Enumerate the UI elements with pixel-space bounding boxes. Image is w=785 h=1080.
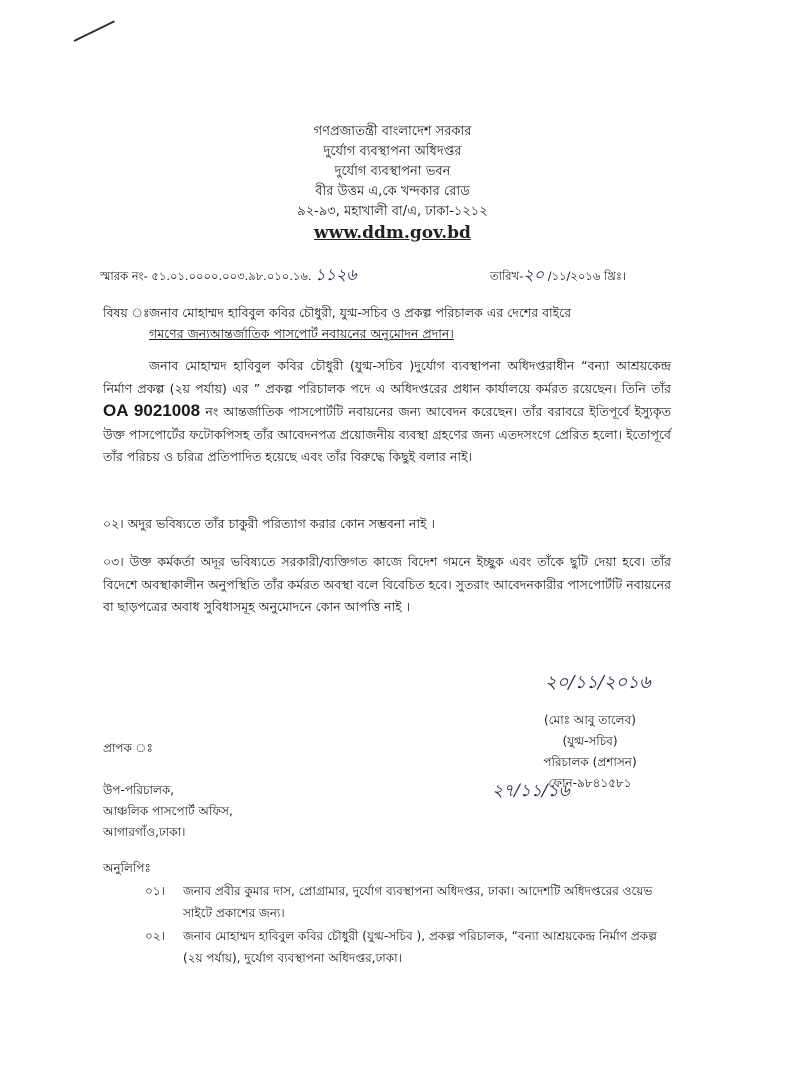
letterhead-line-government: গণপ্রজাতন্ত্রী বাংলাদেশ সরকার xyxy=(313,124,472,139)
pen-stroke-mark xyxy=(74,20,115,42)
letterhead-line-road: বীর উত্তম এ,কে খন্দকার রোড xyxy=(315,184,470,199)
memo-handwritten-number: ১১২৬ xyxy=(315,265,357,284)
recipient-block xyxy=(103,738,233,843)
date-handwritten-day: ২০ xyxy=(523,265,545,284)
subject-line-2: গমণের জন্যআন্তর্জাতিক পাসপোর্ট নবায়নের অনুমোদন প্রদান। xyxy=(149,326,454,341)
p1-text-b: নং আন্তর্জাতিক পাসপোর্টটি নবায়নের জন্য আবেদন করেছেন। তাঁর বরাবরে ইতিপূর্বে ইস্যুকৃত উক্ত পাসপোর্টের ফটোকপিসহ তাঁর আবেদনপত্র প্রয়োজনীয় ব্যবস্থা গ্রহণের জন্য এতদসংগে প্রেরিত হলো। ইতোপূর্বে তাঁর পরিচয় ও চরিত্র প্রতিপাদিত হয়েছে এবং তাঁর বিরুদ্ধে কিছুই বলার নাই। xyxy=(103,404,672,464)
p1-text-a: জনাব মোহাম্মদ হাবিবুল কবির চৌধুরী (যুগ্ম-সচিব )দুর্যোগ ব্যবস্থাপনা অধিদপ্তরাধীন “বন্যা আশ্রয়কেন্দ্র নির্মাণ প্রকল্প (২য় পর্যায়) এর ” প্রকল্প পরিচালক পদে এ অধিদপ্তরের প্রধান কার্যালয়ে কর্মরত রয়েছেন। তিনি তাঁর xyxy=(103,358,671,396)
cc-label: অনুলিপিঃ xyxy=(103,861,151,875)
signatory-name: (মোঃ আবু তালেব) xyxy=(543,713,636,727)
signatory-role: পরিচালক (প্রশাসন) xyxy=(543,755,637,769)
memo-number xyxy=(100,262,357,289)
letterhead-line-building: দুর্যোগ ব্যবস্থাপনা ভবন xyxy=(334,164,451,179)
signatory-designation: (যুগ্ম-সচিব) xyxy=(562,734,618,748)
cc-item xyxy=(145,925,665,969)
document-date xyxy=(490,262,626,289)
recipient-line-3: আগারগাঁও,ঢাকা। xyxy=(103,825,186,839)
letterhead-line-address: ৯২-৯৩, মহাখালী বা/এ, ঢাকা-১২১২ xyxy=(297,204,488,219)
subject-line-1: জনাব মোহাম্মদ হাবিবুল কবির চৌধুরী, যুগ্ম-সচিব ও প্রকল্প পরিচালক এর দেশের বাইরে xyxy=(149,305,572,320)
letterhead-line-department: দুর্যোগ ব্যবস্থাপনা অধিদপ্তর xyxy=(323,144,462,159)
initials-handwritten: ২৭/১১/১৬ xyxy=(492,781,570,801)
body-paragraph-3: ০৩। উক্ত কর্মকর্তা অদূর ভবিষ্যতে সরকারী/ব্যক্তিগত কাজে বিদেশ গমনে ইচ্ছুক এবং তাঁকে ছুটি দেয়া হবে। তাঁর বিদেশে অবস্থাকালীন অনুপস্থিতি তাঁর কর্মরত অবস্থা বলে বিবেচিত হবে। সুতরাং আবেদনকারীর পাসপোর্টটি নবায়নের বা ছাড়পত্রের অবাধ সুবিধাসমূহ অনুমোদনে কোন আপত্তি নাই । xyxy=(103,554,671,614)
date-rest: /১১/২০১৬ খ্রিঃ। xyxy=(544,269,627,283)
passport-number: OA 9021008 xyxy=(103,401,201,420)
subject xyxy=(103,302,673,344)
body-paragraph-1 xyxy=(103,355,671,469)
date-label: তারিখ- xyxy=(490,269,524,283)
memo-number-value: ৫১.০১.০০০০.০০৩.৯৮.০১০.১৬. xyxy=(151,269,312,283)
signature-handwritten: ২০/১১/২০১৬ xyxy=(545,672,651,693)
cc-item-number: ০২। xyxy=(145,929,165,943)
cc-item xyxy=(145,880,665,924)
signatory-phone: ফোন-৯৮৪১৫৮১ xyxy=(548,776,632,790)
cc-item-number: ০১। xyxy=(145,884,165,898)
cc-item-text: জনাব প্রবীর কুমার দাস, প্রোগ্রামার, দুর্যোগ ব্যবস্থাপনা অধিদপ্তর, ঢাকা। আদেশটি অধিদপ্তরের ওয়েভ সাইটে প্রকাশের জন্য। xyxy=(183,884,653,920)
recipient-line-1: উপ-পরিচালক, xyxy=(103,783,175,797)
memo-label: স্মারক নং- xyxy=(100,269,148,283)
letterhead xyxy=(0,122,785,244)
subject-label: বিষয় ঃ xyxy=(103,305,150,320)
website-link[interactable]: www.ddm.gov.bd xyxy=(314,223,471,243)
recipient-label: প্রাপক ঃ xyxy=(103,741,153,755)
recipient-line-2: আঞ্চলিক পাসপোর্ট অফিস, xyxy=(103,804,233,818)
body-paragraph-2: ০২। অদুর ভবিষ্যতে তাঁর চাকুরী পরিত্যাগ করার কোন সম্ভবনা নাই । xyxy=(103,516,435,531)
cc-item-text: জনাব মোহাম্মদ হাবিবুল কবির চৌধুরী (যুগ্ম-সচিব ), প্রকল্প পরিচালক, “বন্যা আশ্রয়কেন্দ্র নির্মাণ প্রকল্প (২য় পর্যায়), দুর্যোগ ব্যবস্থাপনা অধিদপ্তর,ঢাকা। xyxy=(183,929,657,965)
